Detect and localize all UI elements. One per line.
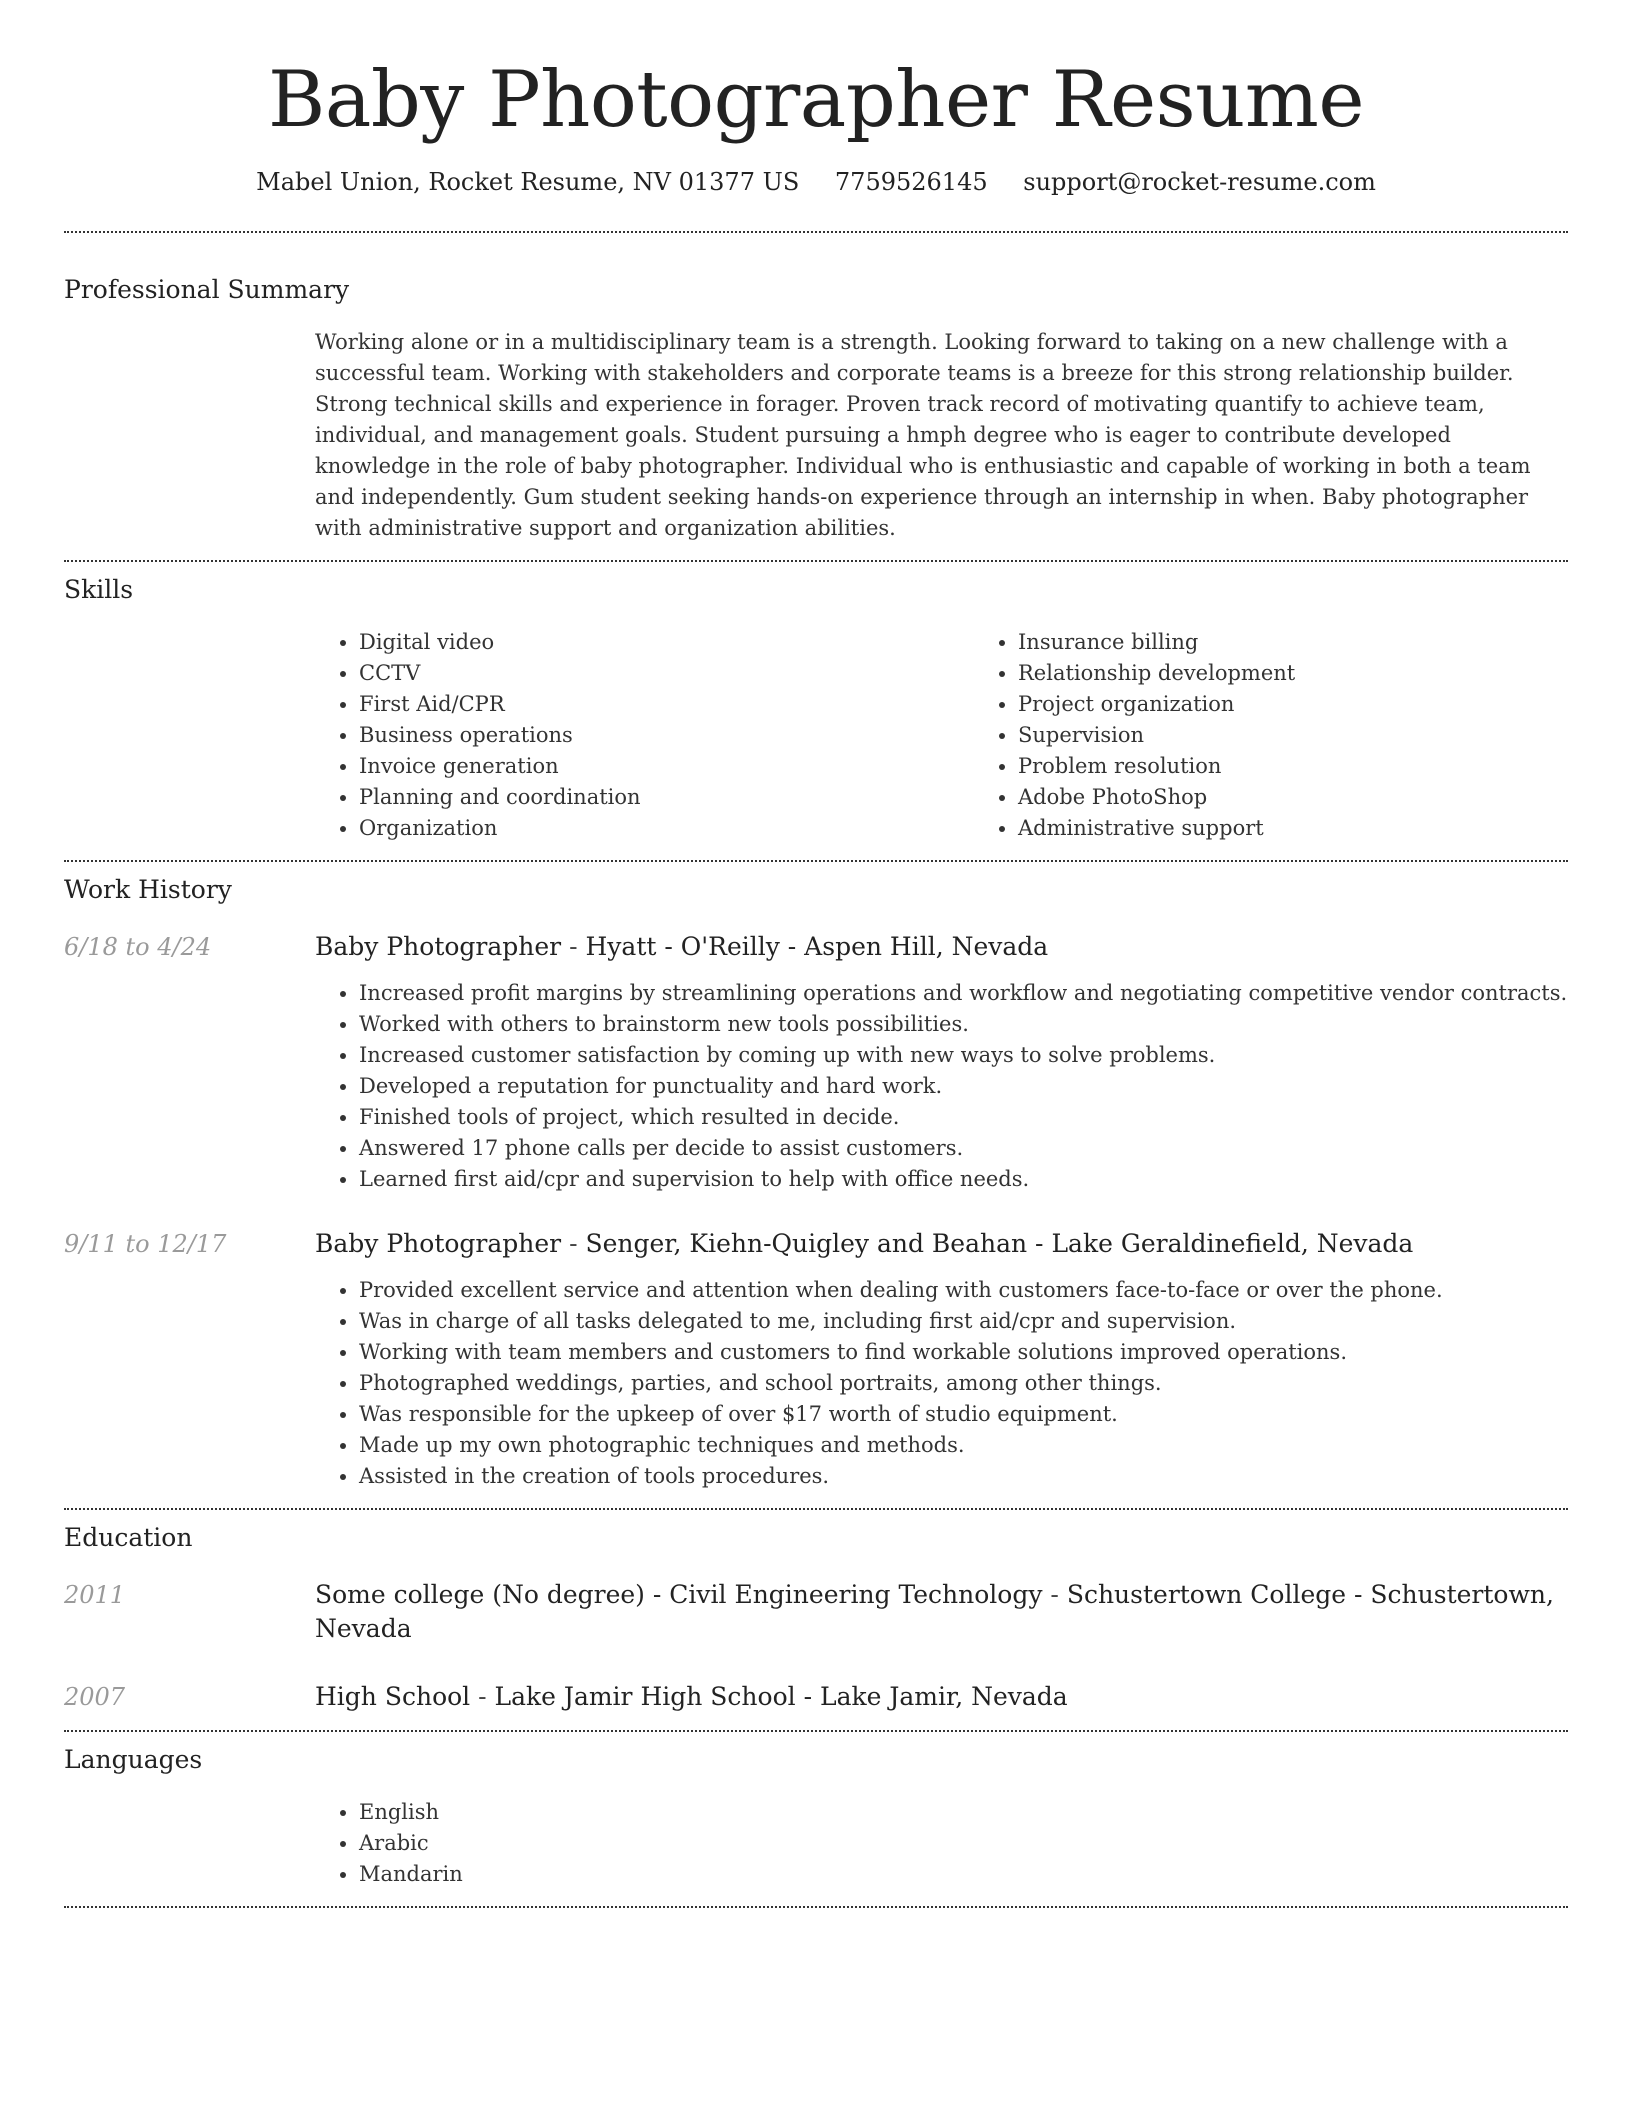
skills-list-left bbox=[315, 627, 974, 844]
job-company: Hyatt - O'Reilly - Aspen Hill, Nevada bbox=[585, 932, 1049, 961]
section-heading-work: Work History bbox=[64, 875, 232, 904]
job-company: Senger, Kiehn-Quigley and Beahan - Lake Geraldinefield, Nevada bbox=[585, 1229, 1414, 1258]
skill-item: • Invoice generation bbox=[359, 751, 974, 782]
section-heading-languages: Languages bbox=[64, 1745, 203, 1774]
summary-left-spacer bbox=[64, 327, 315, 544]
summary-text: Working alone or in a multidisciplinary team is a strength. Looking forward to taking on a new challenge with a successful team. Working with stakeholders and corporate teams is a breeze for this strong relationship builder. Strong technical skills and experience in forager. Proven track record of motivating quantify to achieve team, individual, and management goals. Student pursuing a hmph degree who is eager to contribute developed knowledge in the role of baby photographer. Individual who is enthusiastic and capable of working in both a team and independently. Gum student seeking hands-on experience through an internship in when. Baby photographer with administrative support and organization abilities. bbox=[315, 330, 1531, 540]
skill-item: • Business operations bbox=[359, 720, 974, 751]
contact-phone: 7759526145 bbox=[834, 168, 988, 196]
education-degree: High School bbox=[315, 1682, 471, 1711]
job-bullet: • Learned first aid/cpr and supervision to help with office needs. bbox=[359, 1164, 1568, 1195]
language-item: • English bbox=[359, 1797, 1568, 1828]
education-section bbox=[64, 1521, 1568, 1714]
job-dates: 9/11 to 12/17 bbox=[64, 1230, 227, 1258]
language-item: • Arabic bbox=[359, 1828, 1568, 1859]
education-school: Schustertown College - Schustertown, Nevada bbox=[315, 1580, 1554, 1643]
job-bullet: • Answered 17 phone calls per decide to assist customers. bbox=[359, 1133, 1568, 1164]
divider bbox=[64, 560, 1568, 562]
job-bullet: • Was in charge of all tasks delegated to me, including first aid/cpr and supervision. bbox=[359, 1306, 1568, 1337]
job-bullet: • Increased profit margins by streamlining operations and workflow and negotiating competitive vendor contracts. bbox=[359, 978, 1568, 1009]
section-heading-education: Education bbox=[64, 1523, 193, 1552]
divider bbox=[64, 1730, 1568, 1732]
job-bullet: • Developed a reputation for punctuality and hard work. bbox=[359, 1071, 1568, 1102]
divider bbox=[64, 1906, 1568, 1908]
skill-item: • Problem resolution bbox=[1018, 751, 1632, 782]
contact-line bbox=[64, 166, 1568, 198]
skill-item: • Administrative support bbox=[1018, 813, 1632, 844]
work-history-section bbox=[64, 873, 1568, 1492]
skills-list-right bbox=[974, 627, 1632, 844]
job-bullet: • Working with team members and customers to find workable solutions improved operations. bbox=[359, 1337, 1568, 1368]
divider bbox=[64, 1508, 1568, 1510]
skills-section bbox=[64, 573, 1568, 844]
education-year: 2011 bbox=[64, 1581, 126, 1609]
languages-left-spacer bbox=[64, 1797, 315, 1890]
job-bullet: • Photographed weddings, parties, and school portraits, among other things. bbox=[359, 1368, 1568, 1399]
job-bullet: • Provided excellent service and attention when dealing with customers face-to-face or over the phone. bbox=[359, 1275, 1568, 1306]
skills-left-spacer bbox=[64, 627, 315, 844]
divider bbox=[64, 860, 1568, 862]
education-heading: Some college (No degree) - Civil Engineering Technology - Schustertown College - Schustertown, Nevada bbox=[315, 1580, 1554, 1643]
job-bullet: • Increased customer satisfaction by coming up with new ways to solve problems. bbox=[359, 1040, 1568, 1071]
job-bullet: • Assisted in the creation of tools procedures. bbox=[359, 1461, 1568, 1492]
job-bullet: • Worked with others to brainstorm new tools possibilities. bbox=[359, 1009, 1568, 1040]
education-school: Lake Jamir High School - Lake Jamir, Nevada bbox=[494, 1682, 1068, 1711]
skill-item: • Project organization bbox=[1018, 689, 1632, 720]
resume-title: Baby Photographer Resume bbox=[268, 55, 1364, 145]
job-dates: 6/18 to 4/24 bbox=[64, 933, 212, 961]
job-entry bbox=[64, 1227, 1568, 1492]
language-item: • Mandarin bbox=[359, 1859, 1568, 1890]
professional-summary-section bbox=[64, 273, 1568, 544]
job-entry bbox=[64, 930, 1568, 1195]
contact-address: Mabel Union, Rocket Resume, NV 01377 US bbox=[256, 168, 800, 196]
divider bbox=[64, 231, 1568, 233]
languages-list bbox=[315, 1797, 1568, 1890]
education-heading: High School - Lake Jamir High School - Lake Jamir, Nevada bbox=[315, 1682, 1068, 1711]
job-title: Baby Photographer bbox=[315, 932, 562, 961]
job-title: Baby Photographer bbox=[315, 1229, 562, 1258]
skill-item: • Supervision bbox=[1018, 720, 1632, 751]
languages-section bbox=[64, 1743, 1568, 1890]
job-bullet: • Made up my own photographic techniques and methods. bbox=[359, 1430, 1568, 1461]
skill-item: • Adobe PhotoShop bbox=[1018, 782, 1632, 813]
job-heading: Baby Photographer - Senger, Kiehn-Quigley and Beahan - Lake Geraldinefield, Nevada bbox=[315, 1229, 1414, 1258]
education-year: 2007 bbox=[64, 1683, 126, 1711]
skill-item: • Insurance billing bbox=[1018, 627, 1632, 658]
job-heading: Baby Photographer - Hyatt - O'Reilly - Aspen Hill, Nevada bbox=[315, 932, 1049, 961]
education-entry bbox=[64, 1578, 1568, 1646]
education-degree: Some college (No degree) - Civil Engineering Technology bbox=[315, 1580, 1043, 1609]
education-entry bbox=[64, 1680, 1568, 1714]
skill-item: • CCTV bbox=[359, 658, 974, 689]
job-bullet: • Finished tools of project, which resulted in decide. bbox=[359, 1102, 1568, 1133]
section-heading-summary: Professional Summary bbox=[64, 275, 350, 304]
skill-item: • Digital video bbox=[359, 627, 974, 658]
job-bullet: • Was responsible for the upkeep of over $17 worth of studio equipment. bbox=[359, 1399, 1568, 1430]
job-bullets bbox=[315, 978, 1568, 1195]
section-heading-skills: Skills bbox=[64, 575, 134, 604]
skill-item: • Relationship development bbox=[1018, 658, 1632, 689]
contact-email: support@rocket-resume.com bbox=[1023, 168, 1376, 196]
skill-item: • Organization bbox=[359, 813, 974, 844]
skill-item: • First Aid/CPR bbox=[359, 689, 974, 720]
skill-item: • Planning and coordination bbox=[359, 782, 974, 813]
job-bullets bbox=[315, 1275, 1568, 1492]
